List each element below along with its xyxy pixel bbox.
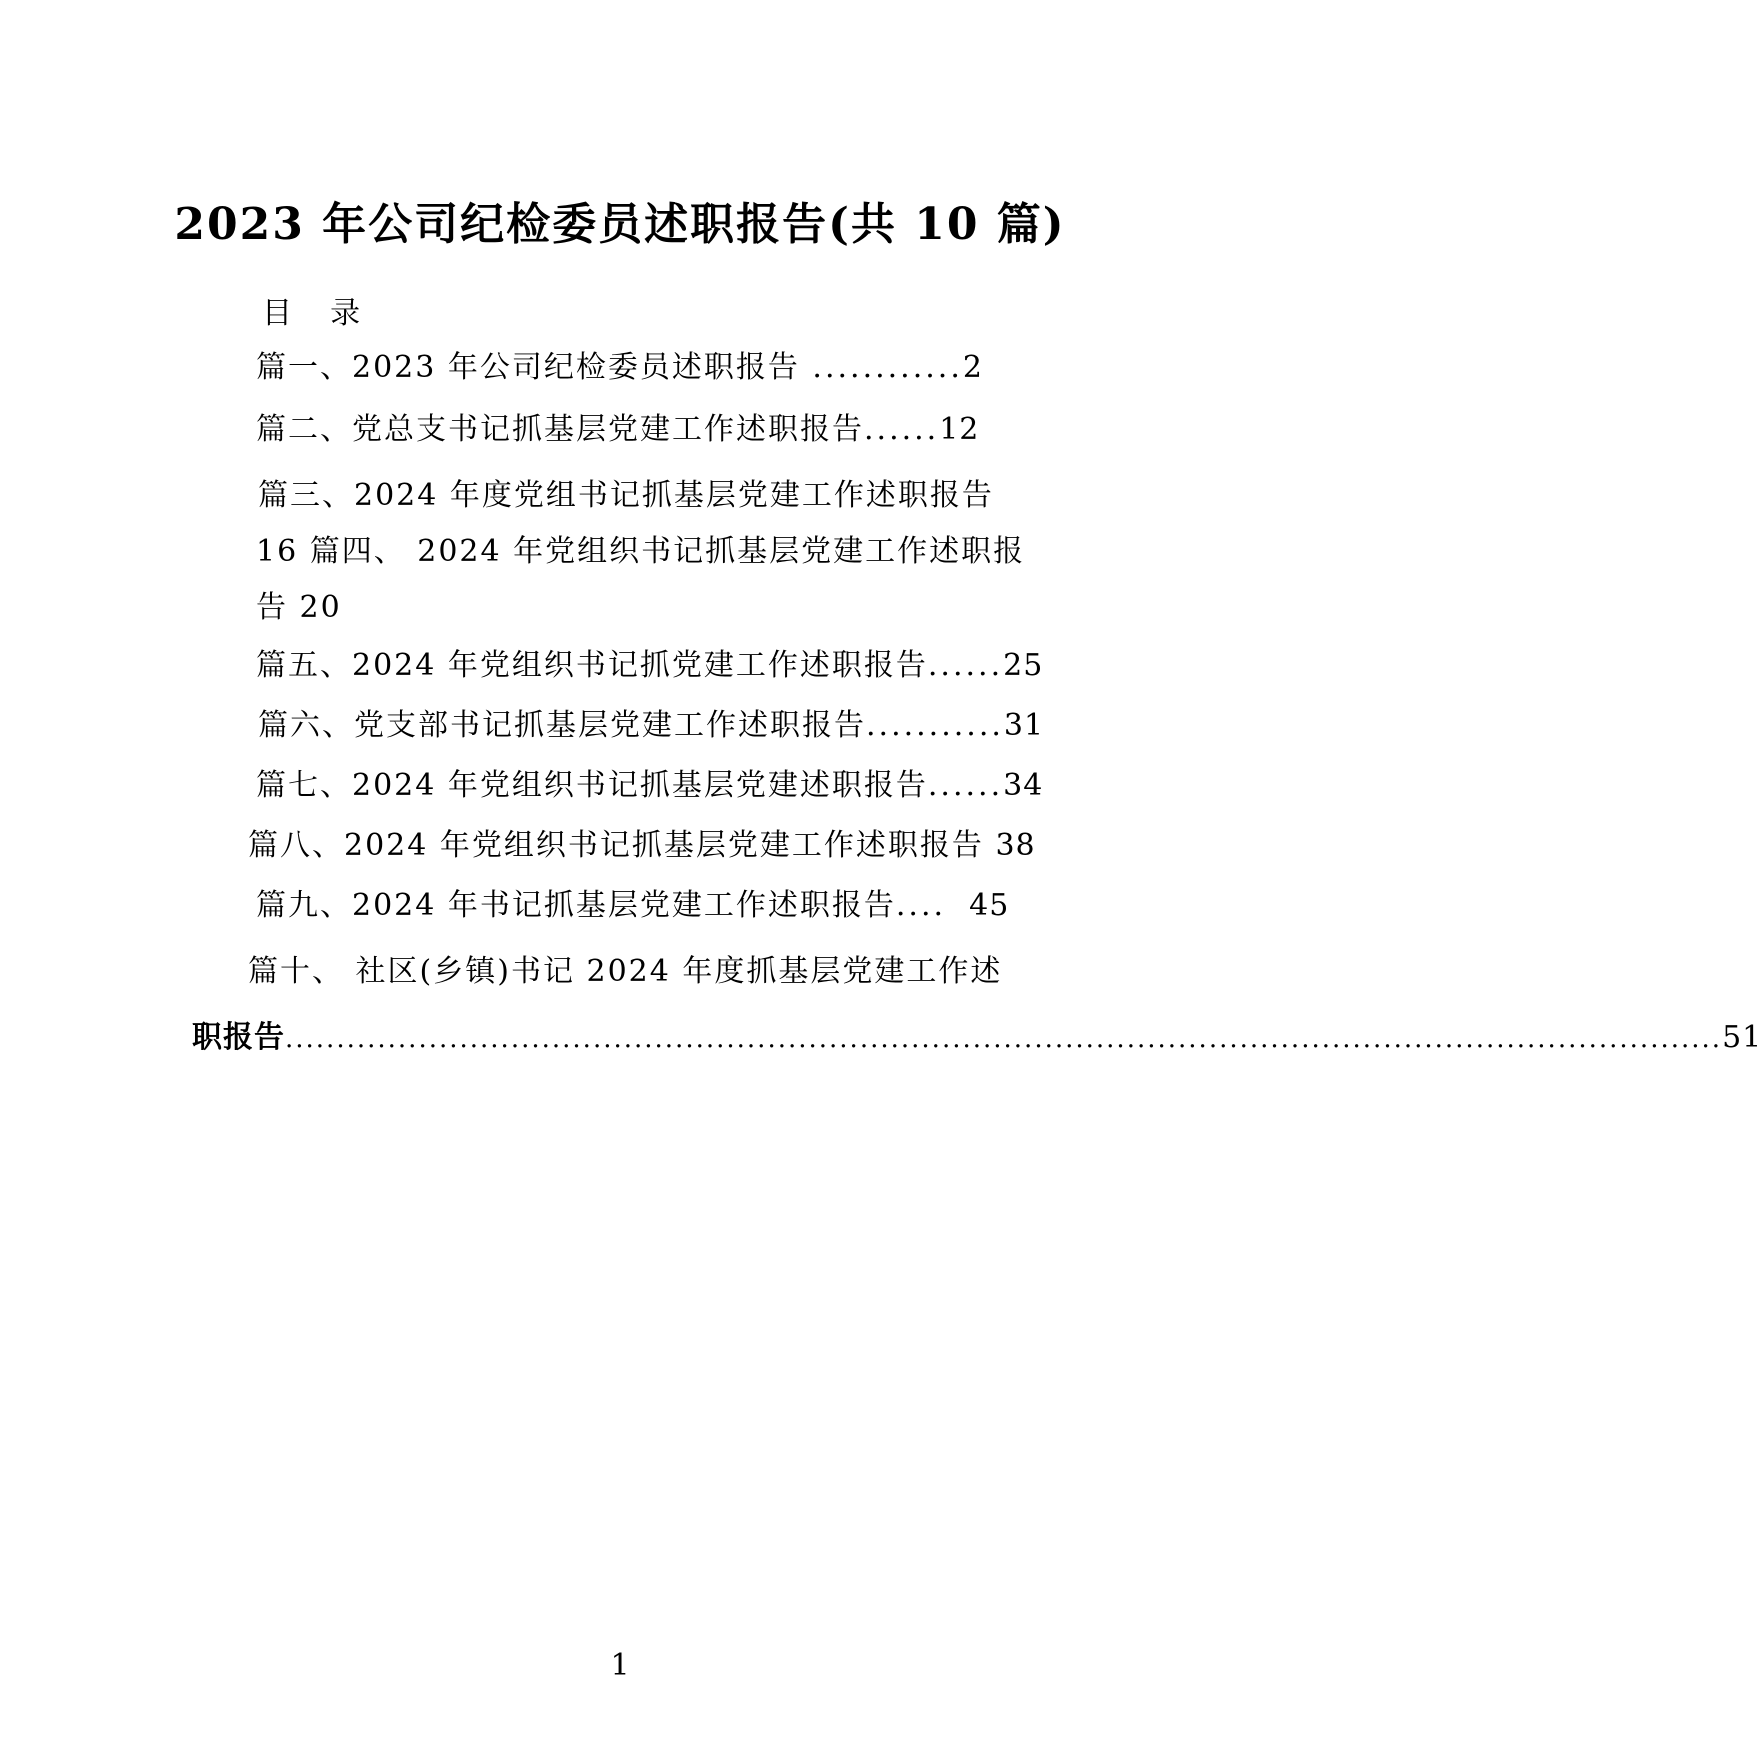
toc-heading: 目 录 [262,296,361,331]
toc-entry-page: 45 [969,888,1010,923]
toc-entry-6[interactable] [258,706,1044,746]
toc-entry-page: 38 [995,828,1036,863]
toc-entry-4-line[interactable]: 16 篇四、 2024 年党组织书记抓基层党建工作述职报 [256,534,1026,569]
toc-entry-page: 51 [1722,1020,1762,1055]
toc-entry-3-line[interactable]: 篇三、2024 年度党组书记抓基层党建工作述职报告 [258,478,994,513]
toc-entry-page: 34 [1003,768,1044,803]
toc-entry-page: 25 [1003,648,1044,683]
toc-entry-7[interactable] [256,766,1043,806]
toc-entry-label: 篇八、2024 年党组织书记抓基层党建工作述职报告 [248,828,984,863]
toc-entry-label: 篇九、2024 年书记抓基层党建工作述职报告 [256,888,896,923]
document-title: 2023 年公司纪检委员述职报告(共 10 篇) [174,199,1066,250]
toc-entry-2[interactable] [256,410,979,450]
toc-entry-10-line[interactable]: 篇十、 社区(乡镇)书记 2024 年度抓基层党建工作述 [248,954,1003,989]
toc-entry-10-continuation[interactable] [192,1018,1762,1059]
toc-entry-1[interactable] [256,348,983,388]
toc-entry-5[interactable] [256,646,1043,686]
toc-entry-label: 篇六、党支部书记抓基层党建工作述职报告 [258,708,866,743]
toc-entry-label: 职报告 [192,1020,285,1055]
toc-entry-label: 篇二、党总支书记抓基层党建工作述职报告 [256,412,864,447]
toc-entry-dots: ........... [866,708,1004,743]
toc-entry-page: 2 [962,350,983,385]
toc-entry-page: 12 [939,412,980,447]
toc-entry-4-continuation: 告 20 [256,590,342,625]
toc-entry-page: 31 [1003,708,1045,743]
toc-entry-label: 篇一、2023 年公司纪检委员述职报告 [256,350,800,385]
toc-entry-9[interactable] [256,886,1009,926]
toc-entry-dots: ............................................................................................................................................ [285,1024,1723,1054]
toc-entry-label: 篇五、2024 年党组织书记抓党建工作述职报告 [256,648,928,683]
toc-entry-dots: .... [895,888,947,923]
toc-entry-dots: ............ [799,350,963,385]
toc-entry-label: 篇七、2024 年党组织书记抓基层党建述职报告 [256,768,928,803]
toc-entry-dots: ...... [927,768,1004,803]
toc-entry-dots: ...... [864,412,940,447]
toc-entry-dots: ...... [927,648,1004,683]
toc-entry-8[interactable] [248,826,1036,866]
page-number: 1 [610,1648,630,1683]
